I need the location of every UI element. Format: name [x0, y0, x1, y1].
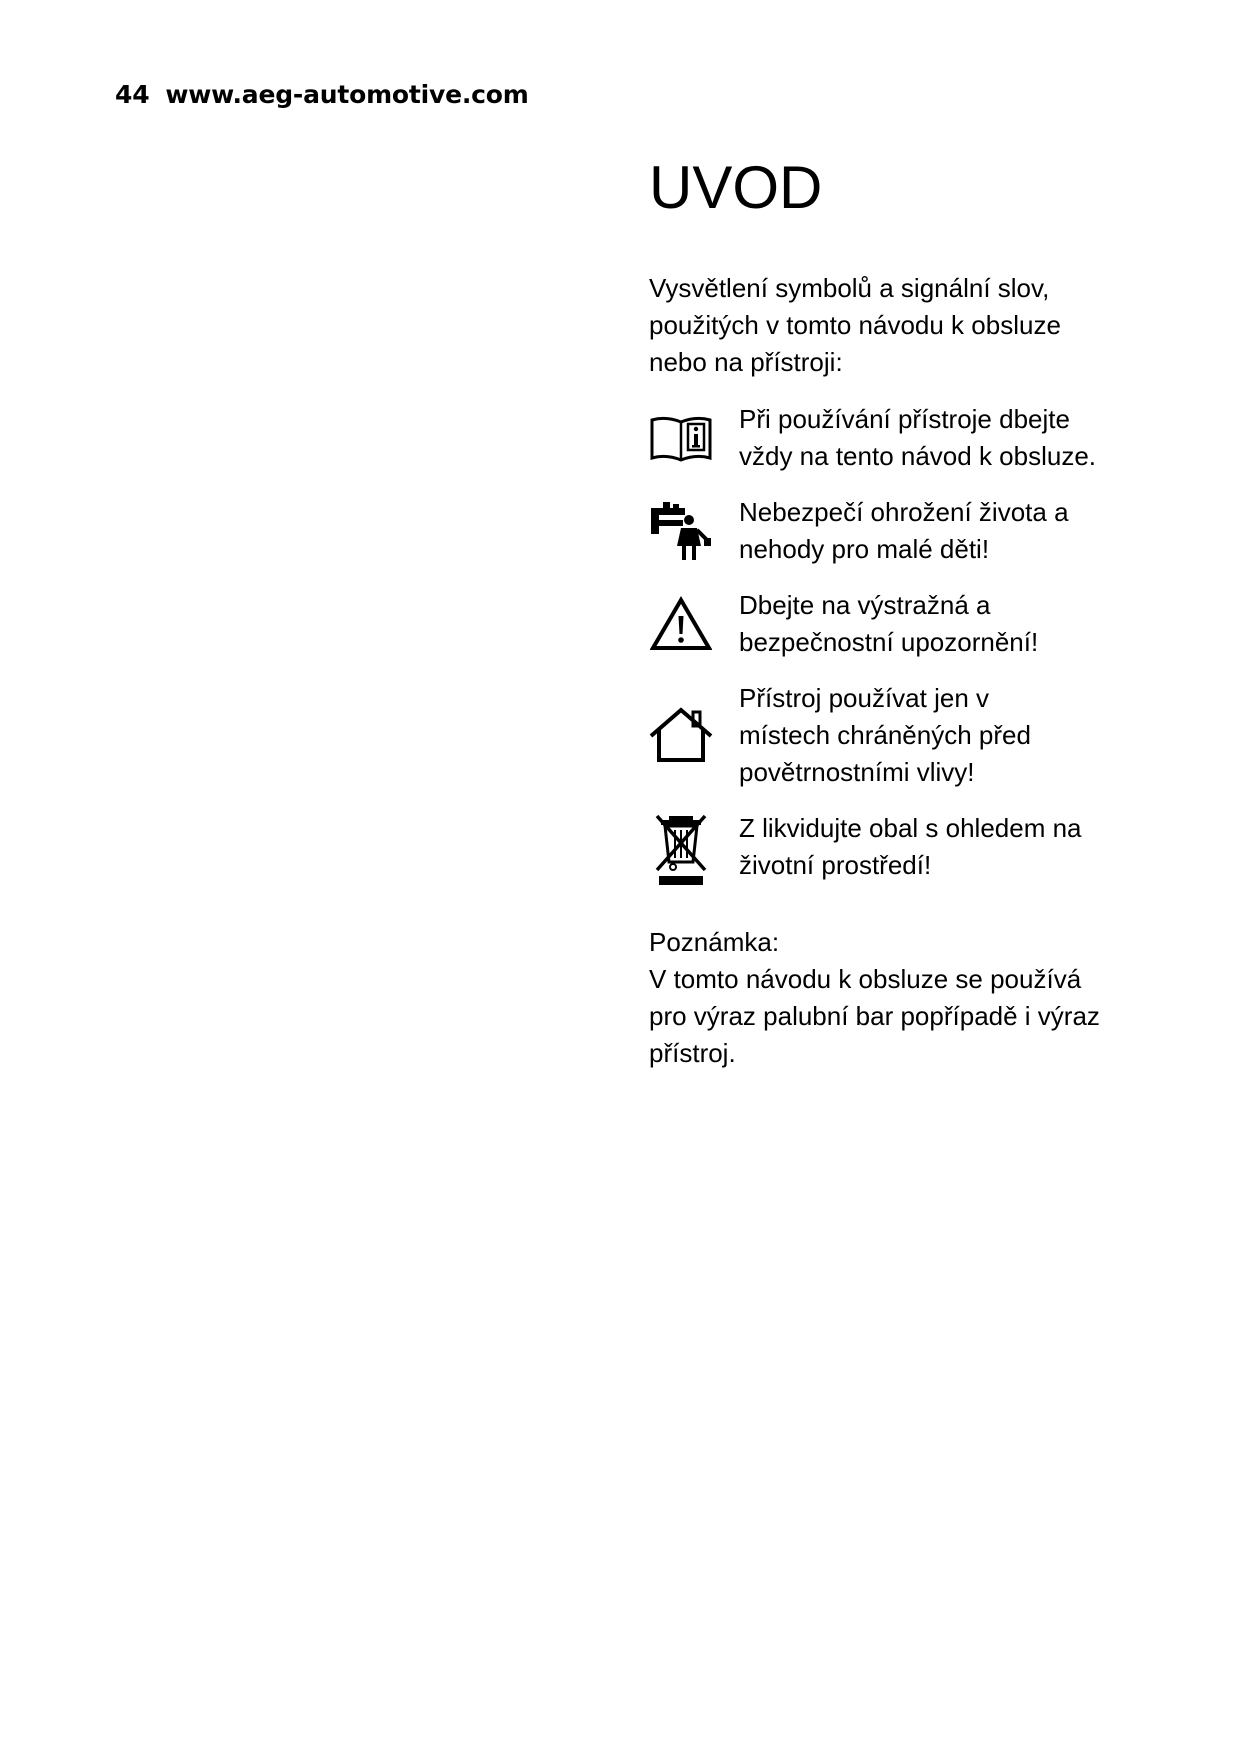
intro-text: Vysvětlení symbolů a signální slov, použitých v tomto návodu k obsluze nebo na přístroji:	[649, 273, 1061, 377]
symbol-text: Při používání přístroje dbejte vždy na tento návod k obsluze.	[739, 404, 1097, 471]
crossed-bin-icon	[649, 810, 713, 890]
section-title: UVOD	[649, 154, 823, 221]
symbol-text: Z likvidujte obal s ohledem na životní prostředí!	[739, 813, 1082, 880]
note-label: Poznámka:	[649, 927, 780, 957]
symbol-row-manual	[649, 401, 1139, 475]
book-info-icon	[649, 401, 713, 475]
page-number: 44	[115, 80, 150, 109]
symbol-text: Dbejte na výstražná a bezpečnostní upozornění!	[739, 590, 1039, 657]
symbol-list	[649, 401, 1139, 890]
symbol-row-warning	[649, 587, 1139, 661]
warning-triangle-icon	[649, 587, 713, 661]
page-header	[115, 80, 529, 109]
child-danger-icon	[649, 494, 713, 568]
symbol-row-indoor	[649, 680, 1139, 791]
main-content	[649, 150, 1139, 1072]
symbol-row-children	[649, 494, 1139, 568]
symbol-text: Nebezpečí ohrožení života a nehody pro malé děti!	[739, 497, 1069, 564]
symbol-text: Přístroj používat jen v místech chráněných před povětrnostními vlivy!	[739, 683, 1031, 787]
website-url: www.aeg-automotive.com	[165, 80, 529, 109]
house-icon	[649, 680, 713, 790]
symbol-row-disposal	[649, 810, 1139, 890]
note-text: V tomto návodu k obsluze se používá pro výraz palubní bar popřípadě i výraz přístroj.	[649, 964, 1100, 1068]
note-block	[649, 924, 1139, 1072]
